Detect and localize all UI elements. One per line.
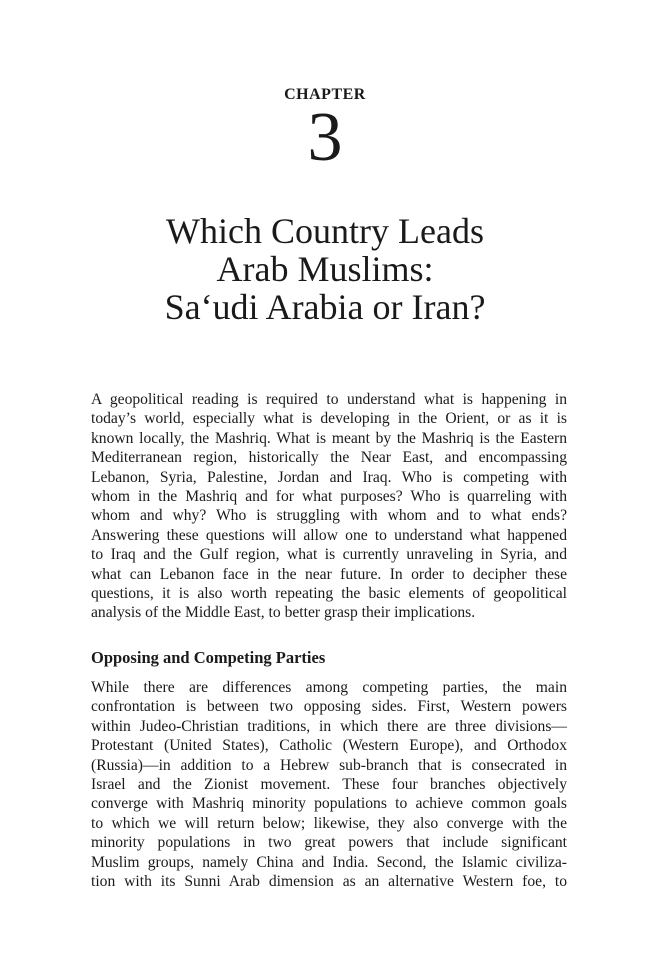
section-paragraph: [91, 678, 567, 891]
text-line: analysis of the Middle East, to better grasp their implications.: [91, 604, 476, 622]
chapter-title-line: Sa‘udi Arabia or Iran?: [164, 287, 486, 327]
text-line: known locally, the Mashriq. What is meant by the Mashriq is the Eastern: [91, 429, 567, 447]
chapter-number: 3: [307, 99, 343, 176]
text-line: whom in the Mashriq and for what purposes? Who is quarreling with: [91, 487, 567, 505]
intro-paragraph: [91, 390, 567, 623]
text-line: tion with its Sunni Arab dimension as an alternative Western foe, to: [91, 872, 567, 890]
text-line: to which we will return below; likewise, they also converge with the: [91, 814, 567, 832]
section-heading: Opposing and Competing Parties: [91, 648, 326, 667]
chapter-label: CHAPTER: [284, 86, 366, 103]
text-line: today’s world, especially what is developing in the Orient, or as it is: [91, 410, 567, 428]
text-line: what can Lebanon face in the near future. In order to decipher these: [91, 565, 567, 583]
text-line: converge with Mashriq minority populations to achieve common goals: [91, 795, 567, 813]
text-line: whom and why? Who is struggling with whom and to what ends?: [91, 507, 567, 525]
text-line: Muslim groups, namely China and India. Second, the Islamic civiliza-: [91, 853, 567, 871]
text-line: confrontation is between two opposing sides. First, Western powers: [91, 698, 567, 716]
text-line: minority populations in two great powers that include significant: [91, 834, 567, 852]
chapter-title: [0, 212, 650, 326]
chapter-title-line: Which Country Leads: [166, 211, 484, 251]
text-line: While there are differences among competing parties, the main: [91, 679, 567, 696]
text-line: A geopolitical reading is required to understand what is happening in: [91, 391, 567, 408]
text-line: Mediterranean region, historically the Near East, and encompassing: [91, 449, 567, 467]
text-line: (Russia)—in addition to a Hebrew sub-branch that is consecrated in: [91, 756, 567, 774]
text-line: Protestant (United States), Catholic (Western Europe), and Orthodox: [91, 737, 567, 755]
text-line: within Judeo-Christian traditions, in which there are three divisions—: [91, 717, 567, 735]
text-line: Israel and the Zionist movement. These four branches objectively: [91, 775, 567, 793]
text-line: Answering these questions will allow one to understand what happened: [91, 526, 567, 544]
chapter-title-line: Arab Muslims:: [216, 249, 434, 289]
text-line: to Iraq and the Gulf region, what is currently unraveling in Syria, and: [91, 546, 567, 564]
text-line: questions, it is also worth repeating the basic elements of geopolitical: [91, 584, 567, 602]
text-line: Lebanon, Syria, Palestine, Jordan and Iraq. Who is competing with: [91, 468, 567, 486]
